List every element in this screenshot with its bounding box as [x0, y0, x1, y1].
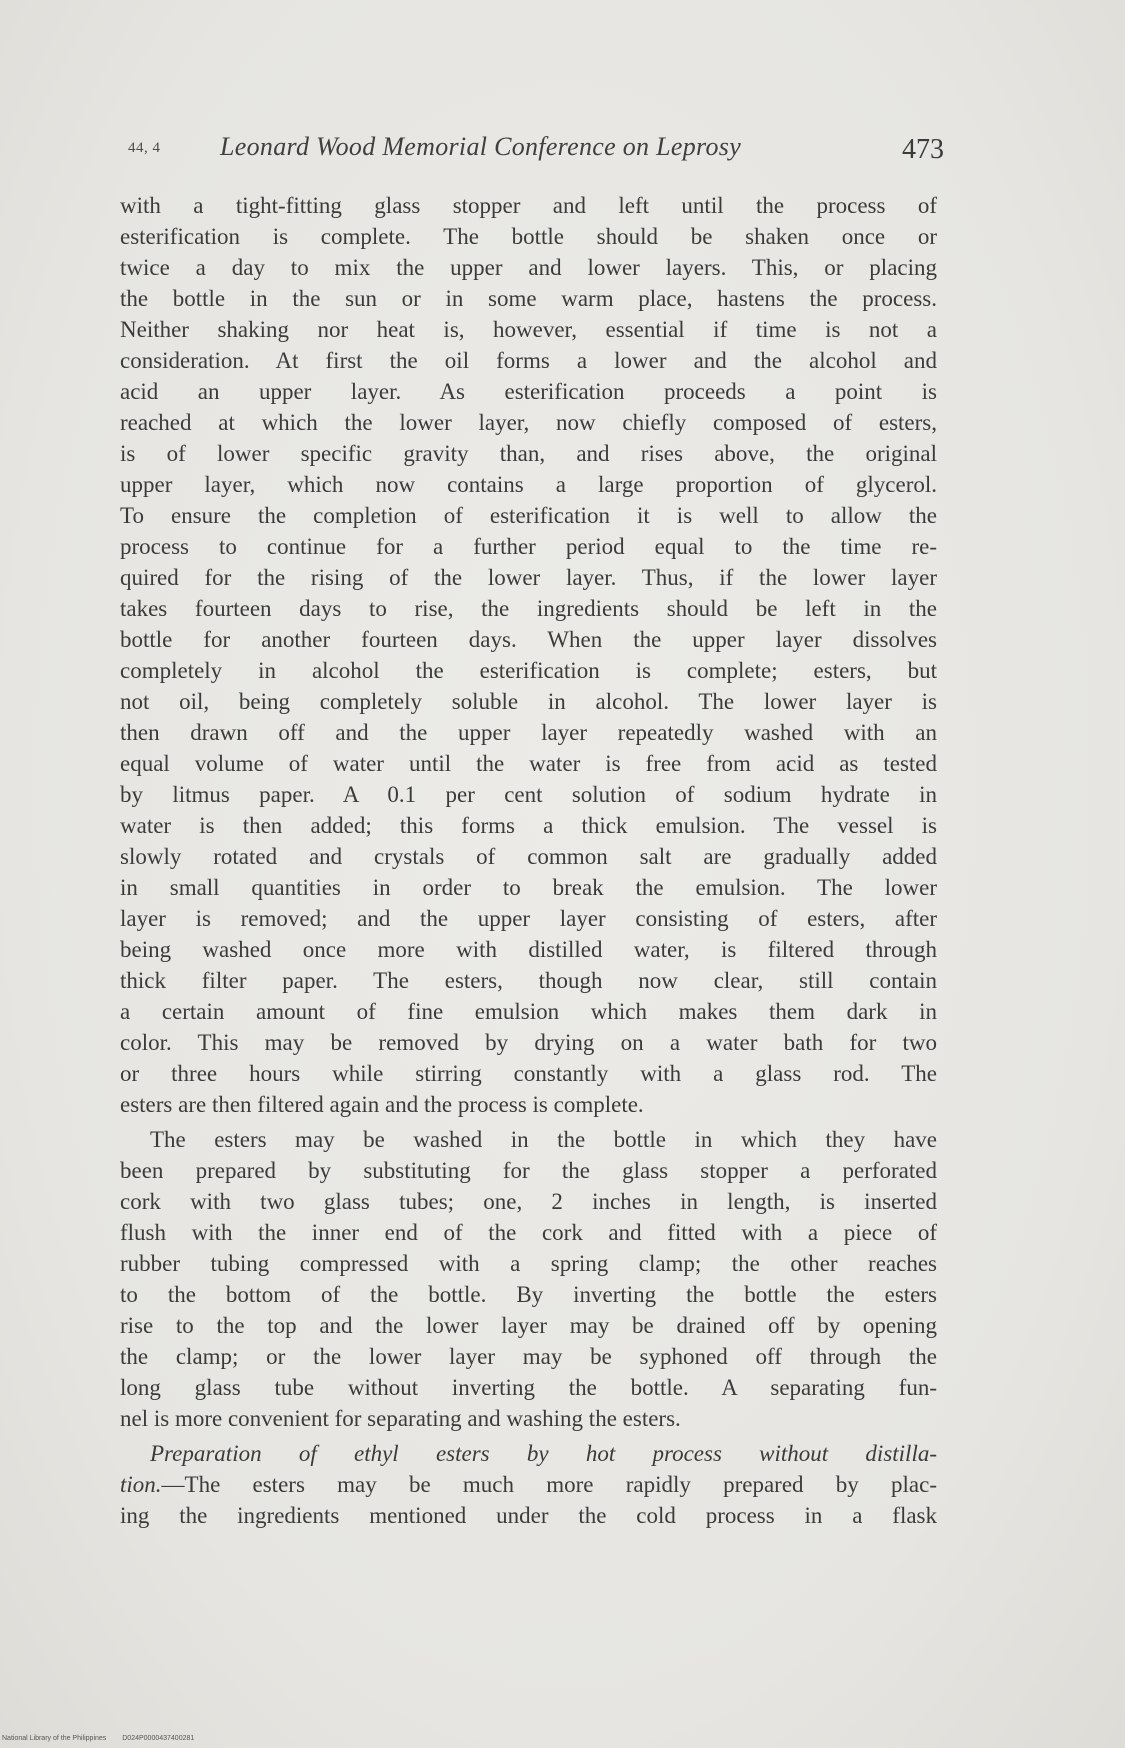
text-line: long glass tube without inverting the bottle. A separating fun- [120, 1375, 937, 1400]
text-line: completely in alcohol the esterification is complete; esters, but [120, 658, 937, 683]
heading-continuation-text: —The esters may be much more rapidly prepared by plac- [161, 1472, 937, 1497]
text-line: to the bottom of the bottle. By inverting the bottle the esters [120, 1282, 937, 1307]
text-line: by litmus paper. A 0.1 per cent solution of sodium hydrate in [120, 782, 937, 807]
text-line: with a tight-fitting glass stopper and left until the process of [120, 193, 937, 218]
text-line: esterification is complete. The bottle should be shaken once or [120, 224, 937, 249]
section-heading-italic: Preparation of ethyl esters by hot process without distilla- [150, 1441, 937, 1466]
text-line: equal volume of water until the water is free from acid as tested [120, 751, 937, 776]
text-line: been prepared by substituting for the glass stopper a perforated [120, 1158, 937, 1183]
text-line: ing the ingredients mentioned under the cold process in a flask [120, 1503, 937, 1528]
text-line: cork with two glass tubes; one, 2 inches in length, is inserted [120, 1189, 937, 1214]
paragraph-start-line: The esters may be washed in the bottle in which they have [150, 1127, 937, 1152]
text-line: rubber tubing compressed with a spring clamp; the other reaches [120, 1251, 937, 1276]
text-line: is of lower specific gravity than, and rises above, the original [120, 441, 937, 466]
paragraph-end-line: esters are then filtered again and the process is complete. [120, 1092, 644, 1117]
text-line: slowly rotated and crystals of common salt are gradually added [120, 844, 937, 869]
section-heading-italic-cont: tion. [120, 1472, 162, 1497]
text-line: twice a day to mix the upper and lower layers. This, or placing [120, 255, 937, 280]
text-line: layer is removed; and the upper layer consisting of esters, after [120, 906, 937, 931]
text-line: then drawn off and the upper layer repeatedly washed with an [120, 720, 937, 745]
body-text [120, 190, 937, 1531]
text-line: acid an upper layer. As esterification proceeds a point is [120, 379, 937, 404]
text-line: takes fourteen days to rise, the ingredients should be left in the [120, 596, 937, 621]
text-line: quired for the rising of the lower layer. Thus, if the lower layer [120, 565, 937, 590]
text-line: rise to the top and the lower layer may be drained off by opening [120, 1313, 937, 1338]
running-header [128, 128, 944, 172]
text-line: upper layer, which now contains a large proportion of glycerol. [120, 472, 937, 497]
scan-identifier: D024P0000437400281 [122, 1735, 195, 1742]
paragraph-end-line: nel is more convenient for separating and washing the esters. [120, 1406, 681, 1431]
volume-issue: 44, 4 [128, 140, 161, 156]
text-line: consideration. At first the oil forms a lower and the alcohol and [120, 348, 937, 373]
italic-heading-line [120, 1438, 937, 1469]
text-line: process to continue for a further period equal to the time re- [120, 534, 937, 559]
text-line: the bottle in the sun or in some warm place, hastens the process. [120, 286, 937, 311]
text-line: bottle for another fourteen days. When the upper layer dissolves [120, 627, 937, 652]
text-line: flush with the inner end of the cork and fitted with a piece of [120, 1220, 937, 1245]
text-line: the clamp; or the lower layer may be syphoned off through the [120, 1344, 937, 1369]
library-credit: National Library of the Philippines [2, 1735, 107, 1742]
text-line: reached at which the lower layer, now chiefly composed of esters, [120, 410, 937, 435]
journal-title: Leonard Wood Memorial Conference on Leprosy [220, 132, 742, 161]
text-line: or three hours while stirring constantly with a glass rod. The [120, 1061, 937, 1086]
page-number: 473 [902, 134, 944, 165]
text-line: thick filter paper. The esters, though now clear, still contain [120, 968, 937, 993]
text-line: water is then added; this forms a thick emulsion. The vessel is [120, 813, 937, 838]
text-line: not oil, being completely soluble in alcohol. The lower layer is [120, 689, 937, 714]
text-line: being washed once more with distilled water, is filtered through [120, 937, 937, 962]
text-line: To ensure the completion of esterification it is well to allow the [120, 503, 937, 528]
text-line [120, 1469, 937, 1500]
scan-footer [2, 1735, 194, 1742]
text-line: color. This may be removed by drying on a water bath for two [120, 1030, 937, 1055]
text-line: in small quantities in order to break the emulsion. The lower [120, 875, 937, 900]
text-line: a certain amount of fine emulsion which makes them dark in [120, 999, 937, 1024]
text-line: Neither shaking nor heat is, however, essential if time is not a [120, 317, 937, 342]
